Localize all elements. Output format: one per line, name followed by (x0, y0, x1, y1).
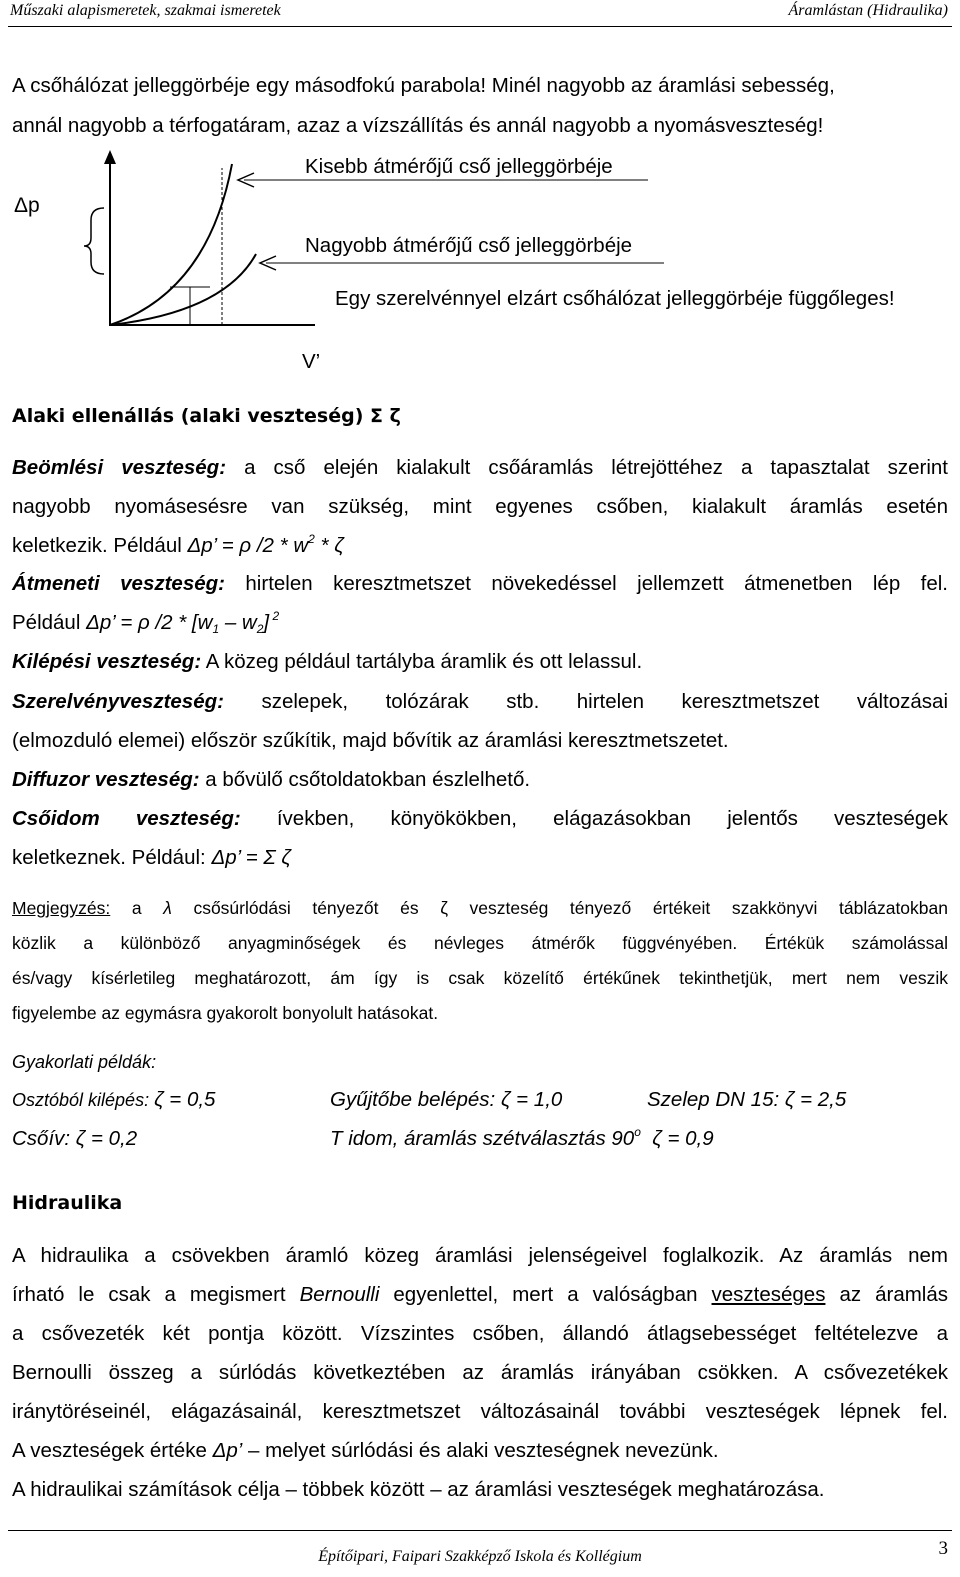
example-gyujtobe: Gyűjtőbe belépés: ζ = 1,0 (330, 1088, 563, 1111)
atmeneti-sub-2: 2 (256, 622, 264, 636)
atmeneti-term: Átmeneti veszteség: (12, 572, 225, 595)
atmeneti-line-1 (12, 572, 948, 596)
atmeneti-formula-exponent: 2 (269, 609, 280, 623)
beomlesi-formula-main: Δp’ = ρ /2 * w (187, 534, 309, 557)
beomlesi-formula-end: * ζ (314, 534, 344, 557)
atmeneti-example-prefix: Például (12, 611, 87, 634)
note-lambda: λ (163, 898, 172, 918)
kilepesi-term: Kilépési veszteség: (12, 650, 202, 673)
diagram-label-small: Kisebb átmérőjű cső jelleggörbéje (305, 155, 613, 178)
note-line-1 (12, 898, 948, 919)
large-diameter-curve (110, 254, 256, 325)
diagram-label-closed: Egy szerelvénnyel elzárt csőhálózat jelleggörbéje függőleges! (335, 287, 895, 310)
header-subject: Műszaki alapismeretek, szakmai ismeretek (10, 2, 281, 19)
atmeneti-formula (86, 611, 279, 634)
page-number: 3 (938, 1538, 948, 1559)
example-t-idom-value: ζ = 0,9 (640, 1127, 714, 1150)
szerelveny-line-2: (elmozduló elemei) először szűkítik, majd bővítik az áramlási keresztmetszetet. (12, 729, 729, 752)
intro-line-1: A csőhálózat jelleggörbéje egy másodfokú parabola! Minél nagyobb az áramlási sebesség, (12, 74, 835, 97)
example-t-idom-degree: o (634, 1125, 641, 1139)
hidraulika-delta-p: Δp’ (212, 1439, 243, 1462)
beomlesi-text-1: a cső elején kialakult csőáramlás létrejöttéhez a tapasztalat szerint (244, 456, 949, 479)
header-chapter: Áramlástan (Hidraulika) (788, 2, 948, 19)
beomlesi-formula-exponent: 2 (308, 532, 315, 546)
atmeneti-formula-close: ] (263, 611, 270, 634)
intro-line-2: annál nagyobb a térfogatáram, azaz a vízszállítás és annál nagyobb a nyomásveszteség! (12, 114, 824, 137)
beomlesi-formula (187, 534, 343, 557)
diffuzor-line (12, 768, 530, 792)
szerelveny-line-1 (12, 690, 948, 714)
atmeneti-text: hirtelen keresztmetszet növekedéssel jellemzett átmenetben lép fel. (245, 572, 948, 595)
hidraulika-heading: Hidraulika (12, 1192, 123, 1214)
kilepesi-line (12, 650, 642, 674)
footer-school: Építőipari, Faipari Szakképző Iskola és Kollégium (318, 1548, 642, 1565)
hidraulika-line-6-b: – melyet súrlódási és alaki veszteségnek nevezünk. (242, 1439, 719, 1462)
beomlesi-line-3 (12, 534, 344, 558)
hidraulika-line-1: A hidraulika a csövekben áramló közeg áramlási jelenségeivel foglalkozik. Az áramlás nem (12, 1244, 948, 1267)
example-osztobol (12, 1088, 215, 1112)
diagram-label-large: Nagyobb átmérőjű cső jelleggörbéje (305, 234, 633, 257)
beomlesi-line-2: nagyobb nyomásesésre van szükség, mint egyenes csőben, kialakult áramlás esetén (12, 495, 948, 518)
hidraulika-veszteseges-link[interactable]: veszteséges (711, 1283, 826, 1306)
atmeneti-formula-main: Δp’ = ρ /2 * [w (86, 611, 213, 634)
kilepesi-text: A közeg például tartályba áramlik és ott lelassul. (205, 650, 643, 673)
note-line-1-b: csősúrlódási tényezőt és ζ veszteség tényező értékeit szakkönyvi táblázatokban (171, 898, 948, 918)
csoidom-term: Csőidom veszteség: (12, 807, 241, 830)
note-line-4: figyelembe az egymásra gyakorolt bonyolult hatásokat. (12, 1003, 439, 1023)
example-osztobol-label: Osztóból kilépés: (12, 1090, 155, 1110)
alaki-heading: Alaki ellenállás (alaki veszteség) Σ ζ (12, 405, 401, 427)
hidraulika-line-4: Bernoulli összeg a súrlódás következtében az áramlás irányában csökken. A csővezetékek (12, 1361, 948, 1384)
diffuzor-text: a bővülő csőtoldatokban észlelhető. (205, 768, 531, 791)
hidraulika-line-5: iránytöréseinél, elágazásainál, keresztmetszet változásainál további veszteségek lépnek fel. (12, 1400, 948, 1423)
example-t-idom (330, 1127, 714, 1151)
delta-p-brace (84, 208, 104, 274)
csoidom-text-1: ívekben, könyökökben, elágazásokban jelentős veszteségek (276, 807, 948, 830)
csoidom-formula: Δp’ = Σ ζ (211, 846, 291, 869)
hidraulika-bernoulli: Bernoulli (299, 1283, 380, 1306)
diagram-x-label: V’ (302, 350, 321, 373)
small-diameter-curve (110, 164, 232, 325)
diffuzor-term: Diffuzor veszteség: (12, 768, 200, 791)
hidraulika-line-2 (12, 1283, 948, 1307)
atmeneti-formula-dash: – w (219, 611, 257, 634)
csoidom-line-2 (12, 846, 291, 870)
diagram-y-label: Δp (14, 194, 40, 217)
example-t-idom-label: T idom, áramlás szétválasztás 90 (330, 1127, 635, 1150)
note-line-1-a: a (110, 898, 164, 918)
szerelveny-text-1: szelepek, tolózárak stb. hirtelen keresztmetszet változásai (261, 690, 948, 713)
beomlesi-term: Beömlési veszteség: (12, 456, 227, 479)
atmeneti-sub-1: 1 (212, 622, 220, 636)
hidraulika-line-3: a csővezeték két pontja között. Vízszintes csőben, állandó átlagsebességet feltételezve a (12, 1322, 948, 1345)
hidraulika-line-6 (12, 1439, 719, 1463)
example-szelep: Szelep DN 15: ζ = 2,5 (647, 1088, 847, 1111)
note-line-2: közlik a különböző anyagminőségek és névleges átmérők függvényében. Értékük számolással (12, 933, 948, 953)
hidraulika-line-2-a: írható le csak a megismert (12, 1283, 300, 1306)
beomlesi-line-3-text: keletkezik. Például (12, 534, 188, 557)
csoidom-line-2-text: keletkeznek. Például: (12, 846, 212, 869)
example-osztobol-value: ζ = 0,5 (154, 1088, 216, 1111)
hidraulika-line-2-c: az áramlás (825, 1283, 949, 1306)
atmeneti-example (12, 611, 279, 635)
note-label: Megjegyzés: (12, 898, 111, 918)
footer-rule (8, 1530, 952, 1531)
csoidom-line-1 (12, 807, 948, 831)
szerelveny-term: Szerelvényveszteség: (12, 690, 224, 713)
header-rule (8, 26, 952, 27)
hidraulika-line-2-b: egyenlettel, mert a valóságban (379, 1283, 712, 1306)
y-axis-arrowhead (104, 150, 116, 164)
examples-heading: Gyakorlati példák: (12, 1052, 157, 1072)
hidraulika-line-6-a: A veszteségek értéke (12, 1439, 213, 1462)
beomlesi-line-1 (12, 456, 948, 480)
hidraulika-line-7: A hidraulikai számítások célja – többek között – az áramlási veszteségek meghatározása. (12, 1478, 825, 1501)
example-csoiv: Csőív: ζ = 0,2 (12, 1127, 138, 1150)
note-line-3: és/vagy kísérletileg meghatározott, ám így is csak közelítő értékűnek tekinthetjük, mert nem veszik (12, 968, 948, 988)
